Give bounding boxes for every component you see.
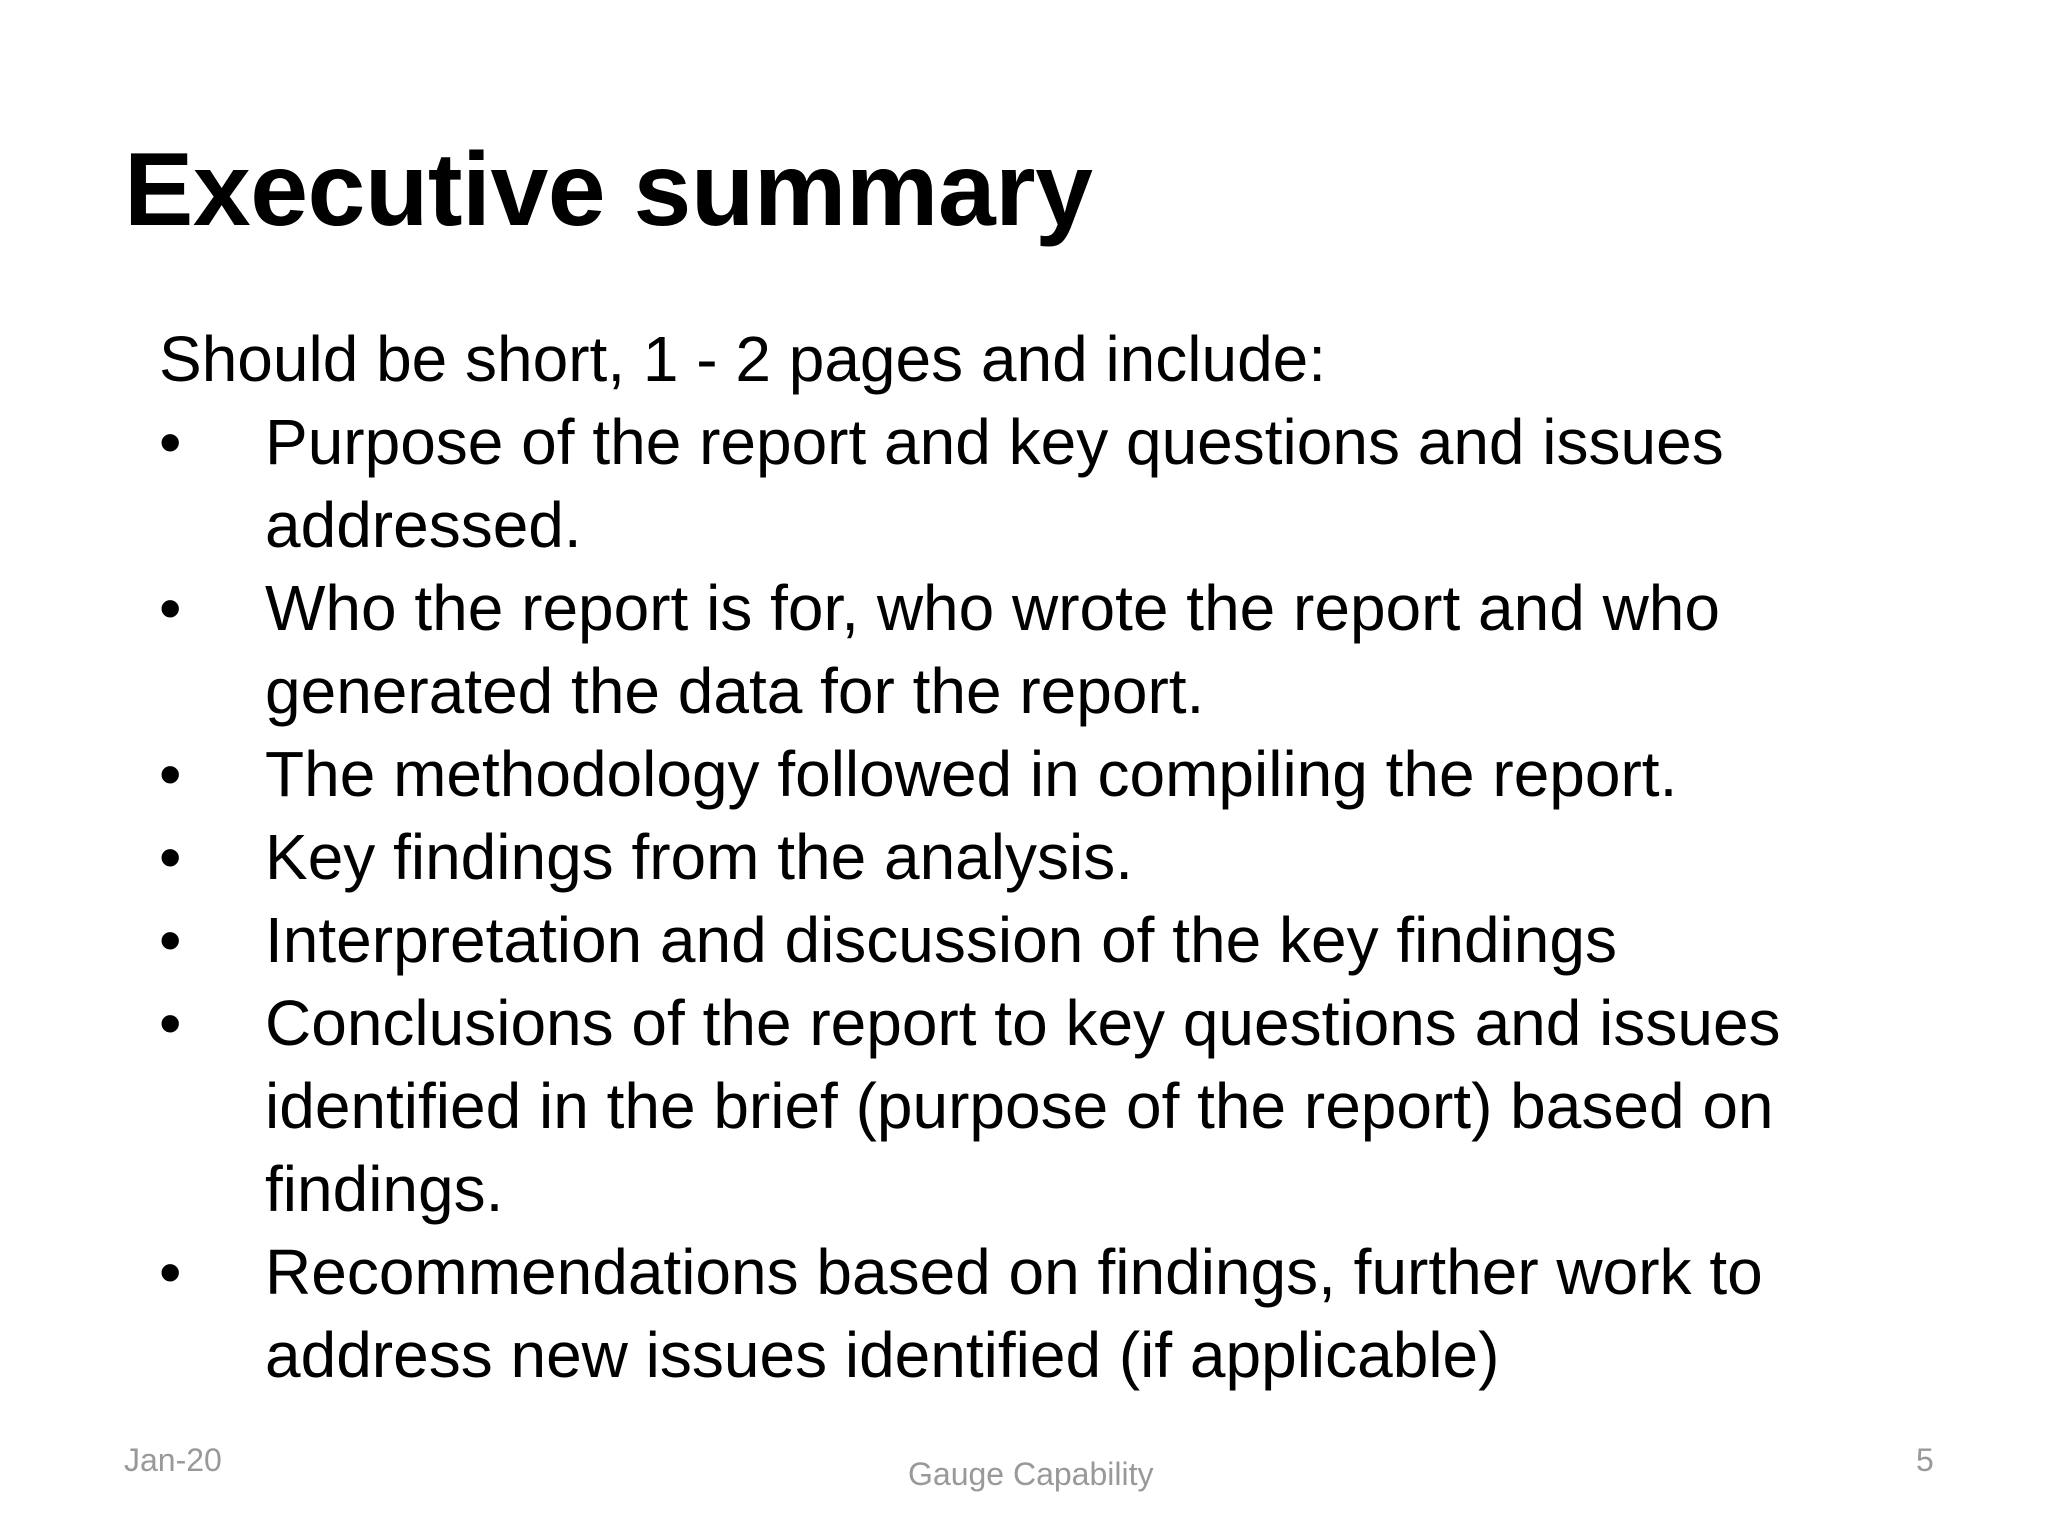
bullet-text-line: Purpose of the report and key questions and issues xyxy=(265,406,1724,478)
bullet-list xyxy=(159,401,1939,1397)
bullet-icon: • xyxy=(159,904,182,976)
intro-text: Should be short, 1 - 2 pages and include: xyxy=(159,323,1327,395)
bullet-item xyxy=(159,401,1939,567)
bullet-icon: • xyxy=(159,738,182,810)
bullet-text-line: Recommendations based on findings, further work to xyxy=(265,1236,1763,1308)
bullet-item xyxy=(159,816,1939,899)
bullet-item xyxy=(159,567,1939,733)
bullet-item xyxy=(159,1231,1939,1397)
bullet-text-line: generated the data for the report. xyxy=(265,655,1205,727)
bullet-text-line: address new issues identified (if applicable) xyxy=(265,1319,1500,1391)
bullet-text-line: Who the report is for, who wrote the report and who xyxy=(265,572,1720,644)
bullet-text-line: The methodology followed in compiling the report. xyxy=(265,738,1678,810)
page-number: 5 xyxy=(1916,1442,1934,1478)
footer-title: Gauge Capability xyxy=(908,1456,1154,1492)
bullet-text-line: findings. xyxy=(265,1153,504,1225)
bullet-text-line: identified in the brief (purpose of the report) based on xyxy=(265,1070,1774,1142)
bullet-text-line: Conclusions of the report to key questions and issues xyxy=(265,987,1781,1059)
footer-date: Jan-20 xyxy=(124,1442,222,1478)
bullet-text-line: Key findings from the analysis. xyxy=(265,821,1133,893)
bullet-item xyxy=(159,899,1939,982)
bullet-icon: • xyxy=(159,572,182,644)
bullet-icon: • xyxy=(159,821,182,893)
bullet-icon: • xyxy=(159,987,182,1059)
bullet-icon: • xyxy=(159,1236,182,1308)
slide-title: Executive summary xyxy=(124,132,1093,248)
bullet-item xyxy=(159,982,1939,1231)
bullet-text-line: addressed. xyxy=(265,489,582,561)
bullet-icon: • xyxy=(159,406,182,478)
bullet-item xyxy=(159,733,1939,816)
bullet-text-line: Interpretation and discussion of the key findings xyxy=(265,904,1617,976)
